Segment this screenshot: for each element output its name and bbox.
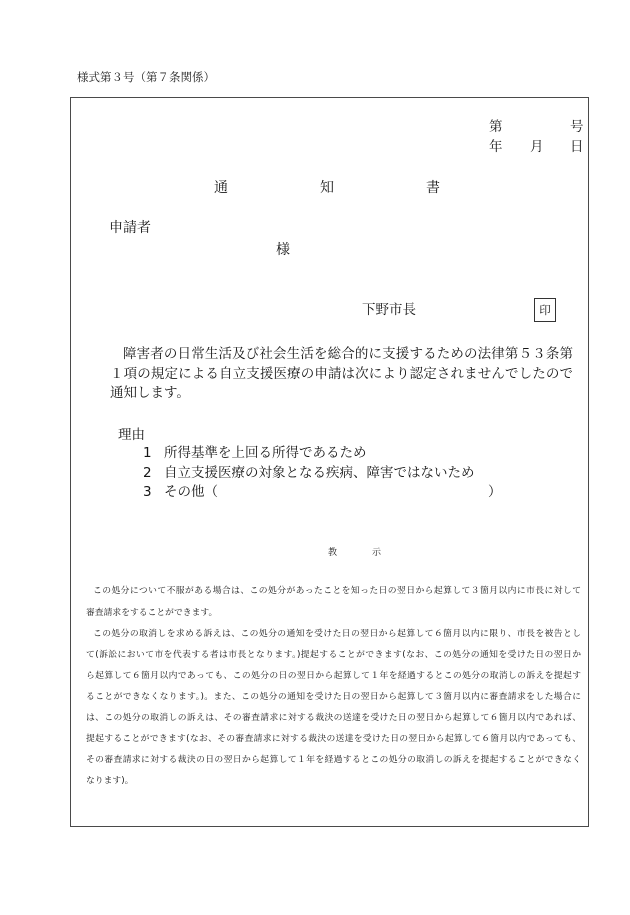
- instructions-line: その審査請求に対する裁決の日の翌日から起算して１年を経過するとこの処分の取消しの訴えを提起することができなく: [86, 755, 581, 766]
- body-line: １項の規定による自立支援医療の申請は次により認定されませんでしたので: [110, 365, 573, 382]
- reason-other-close-paren: ）: [488, 484, 502, 501]
- reason-number: 1: [143, 445, 152, 462]
- instructions-line: は、この処分の取消しの訴えは、その審査請求に対する裁決の送達を受けた日の翌日から起算して６箇月以内であれば、: [86, 713, 581, 723]
- applicant-honorific: 様: [276, 242, 290, 258]
- reason-item: [71, 483, 587, 503]
- reason-item: [71, 444, 587, 464]
- body-line: 通知します。: [110, 385, 190, 402]
- instructions-line: この処分の取消しを求める訴えは、この処分の通知を受けた日の翌日から起算して６箇月以内に限り、市長を被告とし: [93, 628, 581, 639]
- seal-stamp-box: 印: [534, 298, 556, 322]
- date-year-label: 年: [489, 139, 503, 155]
- instructions-line: 審査請求をすることができます。: [86, 607, 218, 618]
- reason-label: 理由: [118, 427, 145, 443]
- issuer-name: 下野市長: [362, 302, 416, 318]
- reason-number: 2: [143, 464, 152, 481]
- doc-number-suffix: 号: [570, 119, 584, 135]
- applicant-label: 申請者: [109, 220, 151, 236]
- instructions-line: 提起することができます(なお、その審査請求に対する裁決の送達を受けた日の翌日から起算して６箇月以内であっても、: [86, 734, 581, 745]
- reason-text: 自立支援医療の対象となる疾病、障害ではないため: [164, 464, 475, 481]
- instructions-line: て(訴訟において市を代表する者は市長となります。)提起することができます(なお、この処分の通知を受けた日の翌日か: [86, 649, 581, 660]
- reason-list: [71, 444, 587, 503]
- reason-text: その他（: [164, 484, 218, 501]
- doc-number-prefix: 第: [489, 119, 503, 135]
- notice-body: [110, 345, 573, 404]
- instructions-line: なります)。: [86, 776, 134, 787]
- instructions-line: この処分について不服がある場合は、この処分があったことを知った日の翌日から起算して３箇月以内に市長に対して: [93, 586, 581, 597]
- date-day-label: 日: [570, 139, 584, 155]
- notice-form-box: [70, 97, 589, 827]
- reason-text: 所得基準を上回る所得であるため: [164, 445, 367, 462]
- date-month-label: 月: [530, 139, 544, 155]
- reason-item: [71, 464, 587, 484]
- form-label: 様式第３号（第７条関係）: [77, 70, 215, 84]
- instructions-text: [86, 581, 581, 792]
- document-title: 通知書: [214, 180, 532, 196]
- body-line: 障害者の日常生活及び社会生活を総合的に支援するための法律第５３条第: [123, 346, 573, 363]
- instructions-line: ることができなくなります。)。また、この処分の通知を受けた日の翌日から起算して３箇月以内に審査請求をした場合に: [86, 691, 581, 702]
- reason-number: 3: [143, 484, 152, 501]
- instructions-line: ら起算して６箇月以内であっても、この処分の日の翌日から起算して１年を経過するとこの処分の取消しの訴えを提起す: [86, 670, 581, 681]
- instructions-title: 教示: [328, 548, 417, 558]
